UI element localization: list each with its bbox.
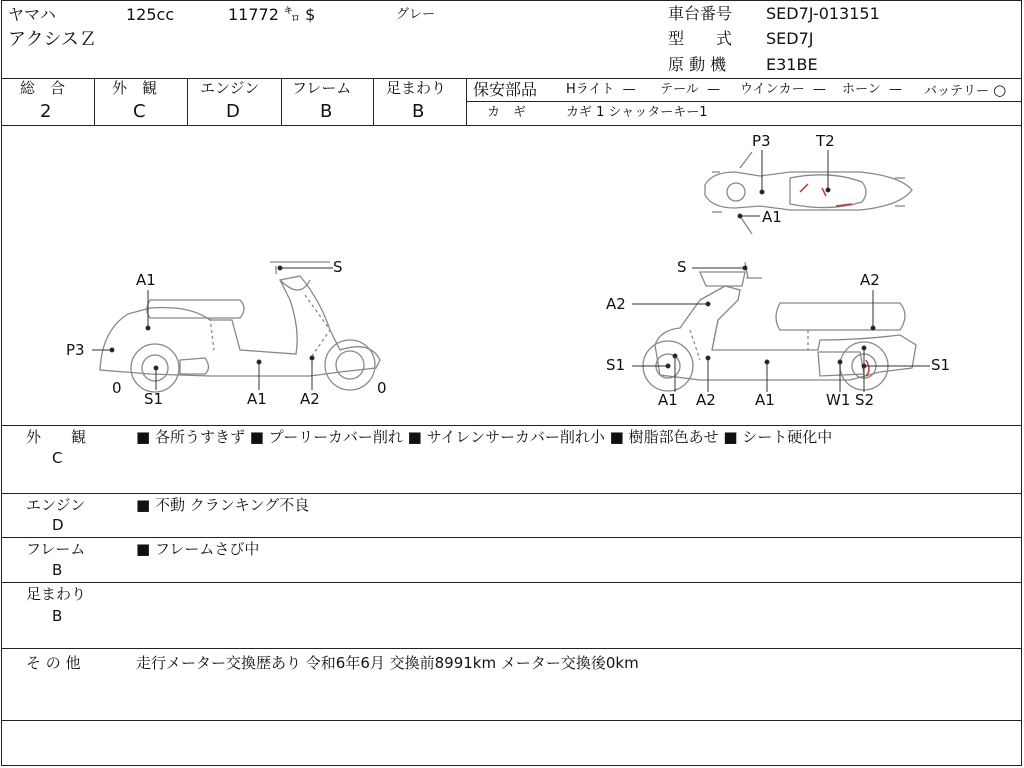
frame-no-label: 車台番号 xyxy=(668,4,733,23)
key-label: カ ギ xyxy=(487,105,527,120)
diagram-label: P3 xyxy=(752,132,771,150)
engine-grade: D xyxy=(226,101,240,122)
key-text: カギ 1 シャッターキー1 xyxy=(566,105,708,120)
diagram-label: T2 xyxy=(816,132,835,150)
remark-grade: D xyxy=(52,516,64,534)
diagram-label: A1 xyxy=(762,208,782,226)
divider xyxy=(1,720,1022,721)
diagram-label: A2 xyxy=(860,271,880,289)
remark-label: フレーム xyxy=(26,540,86,558)
model-name: アクシスＺ xyxy=(8,29,97,50)
safety-item-battery: バッテリー ○ xyxy=(924,81,1007,99)
remark-text: ■ 不動 クランキング不良 xyxy=(136,496,310,514)
displacement: 125cc xyxy=(126,5,175,24)
diagram-label: W1 xyxy=(826,391,851,409)
frame-grade-label: フレーム xyxy=(292,79,352,97)
diagram-label: 0 xyxy=(377,379,387,397)
remark-label: そ の 他 xyxy=(26,654,81,672)
damage-marks xyxy=(800,184,869,376)
diagram-label: P3 xyxy=(66,341,85,359)
overall-label: 総 合 xyxy=(20,79,66,97)
diagram-label: A1 xyxy=(658,391,678,409)
safety-item-horn: ホーン — xyxy=(842,82,903,97)
engine-grade-label: エンジン xyxy=(200,79,260,97)
diagram-label: A1 xyxy=(247,390,267,408)
diagram-label: A2 xyxy=(300,390,320,408)
mileage: 11772 ㌔ $ xyxy=(228,5,316,24)
diagram-label: S xyxy=(333,258,343,276)
engine-label: 原 動 機 xyxy=(668,55,727,74)
divider xyxy=(1,648,1022,649)
remark-grade: B xyxy=(52,607,63,625)
diagram-label: A1 xyxy=(136,271,156,289)
frame-no: SED7J-013151 xyxy=(766,4,880,23)
divider xyxy=(1,537,1022,538)
safety-item-winker: ウインカー — xyxy=(740,82,826,97)
diagram-label: S2 xyxy=(855,391,875,409)
safety-label: 保安部品 xyxy=(473,80,538,99)
overall-grade: 2 xyxy=(40,101,52,122)
suspension-grade-label: 足まわり xyxy=(386,79,447,97)
scooter-top-view xyxy=(705,152,912,234)
diagram-label: 0 xyxy=(112,379,122,397)
diagram-label: S1 xyxy=(144,390,164,408)
safety-item-headlight: Hライト — xyxy=(566,82,636,97)
remark-grade: C xyxy=(52,449,63,467)
engine-value: E31BE xyxy=(766,55,818,74)
suspension-grade: B xyxy=(412,101,425,122)
remark-text: ■ 各所うすきず ■ プーリーカバー削れ ■ サイレンサーカバー削れ小 ■ 樹脂部色あせ ■ シート硬化中 xyxy=(136,428,833,446)
maker: ヤマハ xyxy=(8,5,56,24)
safety-item-tail: テール — xyxy=(660,82,721,97)
diagram-label: S xyxy=(677,258,687,276)
divider xyxy=(1,493,1022,494)
exterior-label: 外 観 xyxy=(112,79,158,97)
diagram-label: S1 xyxy=(931,356,951,374)
remark-label: 足まわり xyxy=(26,585,87,603)
frame-grade: B xyxy=(320,101,333,122)
remark-label: エンジン xyxy=(26,496,86,514)
remark-label: 外 観 xyxy=(26,428,87,446)
diagram-label: A1 xyxy=(755,391,775,409)
remark-text: 走行メーター交換歴あり 令和6年6月 交換前8991km メーター交換後0km xyxy=(136,654,639,672)
remark-grade: B xyxy=(52,561,63,579)
diagram-label: S1 xyxy=(606,356,626,374)
type-value: SED7J xyxy=(766,29,814,48)
remark-text: ■ フレームさび中 xyxy=(136,540,260,558)
diagram-label: A2 xyxy=(696,391,716,409)
divider xyxy=(1,582,1022,583)
diagram-label: A2 xyxy=(606,295,626,313)
color: グレー xyxy=(396,7,436,22)
exterior-grade: C xyxy=(133,101,146,122)
type-label: 型 式 xyxy=(668,29,733,48)
